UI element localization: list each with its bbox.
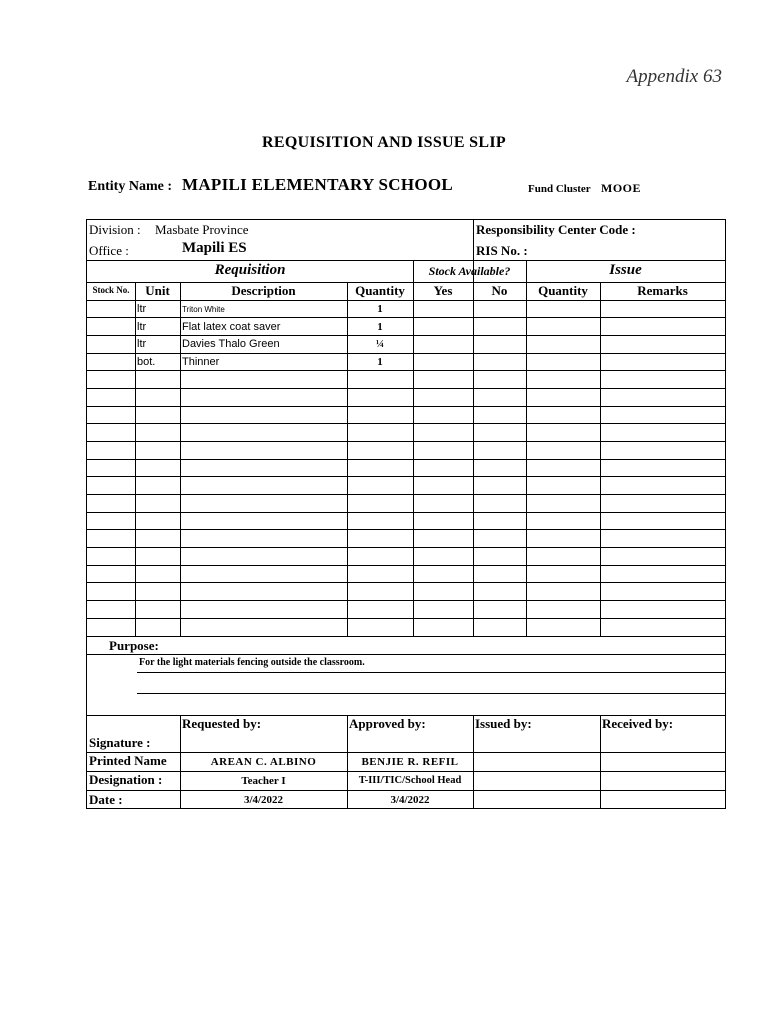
rule-row: [87, 459, 725, 460]
rule-items-end: [87, 636, 725, 637]
rule-row: [87, 600, 725, 601]
rule-row: [87, 370, 725, 371]
purpose-line: [137, 672, 725, 673]
rule-designation: [87, 790, 725, 791]
date-label: Date :: [89, 792, 123, 807]
col-header-stock-no: Stock No.: [92, 285, 130, 295]
rule-row: [87, 388, 725, 389]
ris-number-label: RIS No. :: [476, 243, 528, 258]
purpose-text: For the light materials fencing outside the classroom.: [139, 657, 365, 668]
rule-row: [87, 618, 725, 619]
rule-col-description: [180, 282, 181, 636]
entity-name-value: MAPILI ELEMENTARY SCHOOL: [182, 175, 454, 194]
approved-by-designation: T-III/TIC/School Head: [358, 775, 462, 786]
rule-row: [87, 494, 725, 495]
item-4-quantity: 1: [377, 356, 383, 368]
rule-row: [87, 406, 725, 407]
item-2-unit: ltr: [137, 321, 147, 333]
division-label: Division :: [89, 222, 141, 237]
rule-row: [87, 317, 725, 318]
rule-col-remarks: [600, 282, 601, 636]
col-header-description: Description: [231, 283, 296, 298]
item-1-unit: ltr: [137, 303, 147, 315]
item-1-quantity: 1: [377, 303, 383, 315]
item-2-quantity: 1: [377, 321, 383, 333]
item-3-quantity: ¼: [375, 338, 385, 350]
col-header-no: No: [491, 283, 508, 298]
designation-label: Designation :: [89, 772, 163, 787]
rule-row: [87, 547, 725, 548]
col-header-issue-quantity: Quantity: [538, 283, 588, 298]
col-header-yes: Yes: [433, 283, 453, 298]
approved-by-date: 3/4/2022: [390, 794, 430, 806]
issued-by-label: Issued by:: [475, 716, 532, 731]
approved-by-label: Approved by:: [349, 716, 426, 731]
rule-col-no: [473, 282, 474, 636]
stock-available-section-title: Stock Available?: [428, 264, 511, 278]
rule-col-issue-qty: [526, 282, 527, 636]
rule-col-unit: [135, 282, 136, 636]
purpose-label: Purpose:: [109, 638, 159, 653]
issue-section-title: Issue: [609, 262, 642, 278]
rule-purpose: [87, 654, 725, 655]
rule-sig-col: [600, 715, 601, 809]
office-value: Mapili ES: [182, 240, 247, 256]
approved-by-name: BENJIE R. REFIL: [361, 756, 459, 768]
received-by-label: Received by:: [602, 716, 674, 731]
requisition-form-table: [86, 219, 726, 809]
rule-row: [87, 582, 725, 583]
rule-row: [87, 529, 725, 530]
requisition-section-title: Requisition: [214, 262, 286, 278]
fund-cluster-value: MOOE: [601, 181, 641, 195]
col-header-unit: Unit: [145, 283, 170, 298]
rule-row: [87, 353, 725, 354]
requested-by-designation: Teacher I: [241, 775, 286, 787]
requested-by-label: Requested by:: [182, 716, 262, 731]
printed-name-label: Printed Name: [89, 753, 167, 768]
col-header-remarks: Remarks: [637, 283, 688, 298]
division-value: Masbate Province: [155, 222, 249, 237]
rule-printed-name: [87, 771, 725, 772]
office-label: Office :: [89, 243, 129, 258]
requested-by-name: AREAN C. ALBINO: [210, 756, 317, 768]
col-header-quantity: Quantity: [355, 283, 405, 298]
form-title: REQUISITION AND ISSUE SLIP: [262, 134, 506, 151]
rule-row: [87, 335, 725, 336]
rule-row: [87, 441, 725, 442]
item-1-description: Triton White: [182, 305, 225, 314]
rule-row: [87, 565, 725, 566]
rule-row: [87, 423, 725, 424]
rule-col-quantity: [347, 282, 348, 636]
rule-header: [87, 260, 725, 261]
entity-name-label: Entity Name :: [88, 179, 172, 194]
item-3-unit: ltr: [137, 338, 147, 350]
rule-signature: [87, 752, 725, 753]
rule-row: [87, 476, 725, 477]
rule-col-yes: [413, 282, 414, 636]
rule-sig-col: [473, 715, 474, 809]
item-4-unit: bot.: [137, 356, 156, 368]
rule-row: [87, 512, 725, 513]
item-4-description: Thinner: [182, 356, 220, 368]
item-2-description: Flat latex coat saver: [182, 321, 281, 333]
appendix-number: Appendix 63: [626, 66, 722, 87]
purpose-line: [137, 693, 725, 694]
signature-label: Signature :: [89, 735, 151, 750]
responsibility-center-label: Responsibility Center Code :: [476, 222, 636, 237]
item-3-description: Davies Thalo Green: [182, 338, 280, 350]
rule-column-headers: [87, 300, 725, 301]
fund-cluster-label: Fund Cluster: [528, 183, 591, 195]
requested-by-date: 3/4/2022: [243, 794, 284, 806]
